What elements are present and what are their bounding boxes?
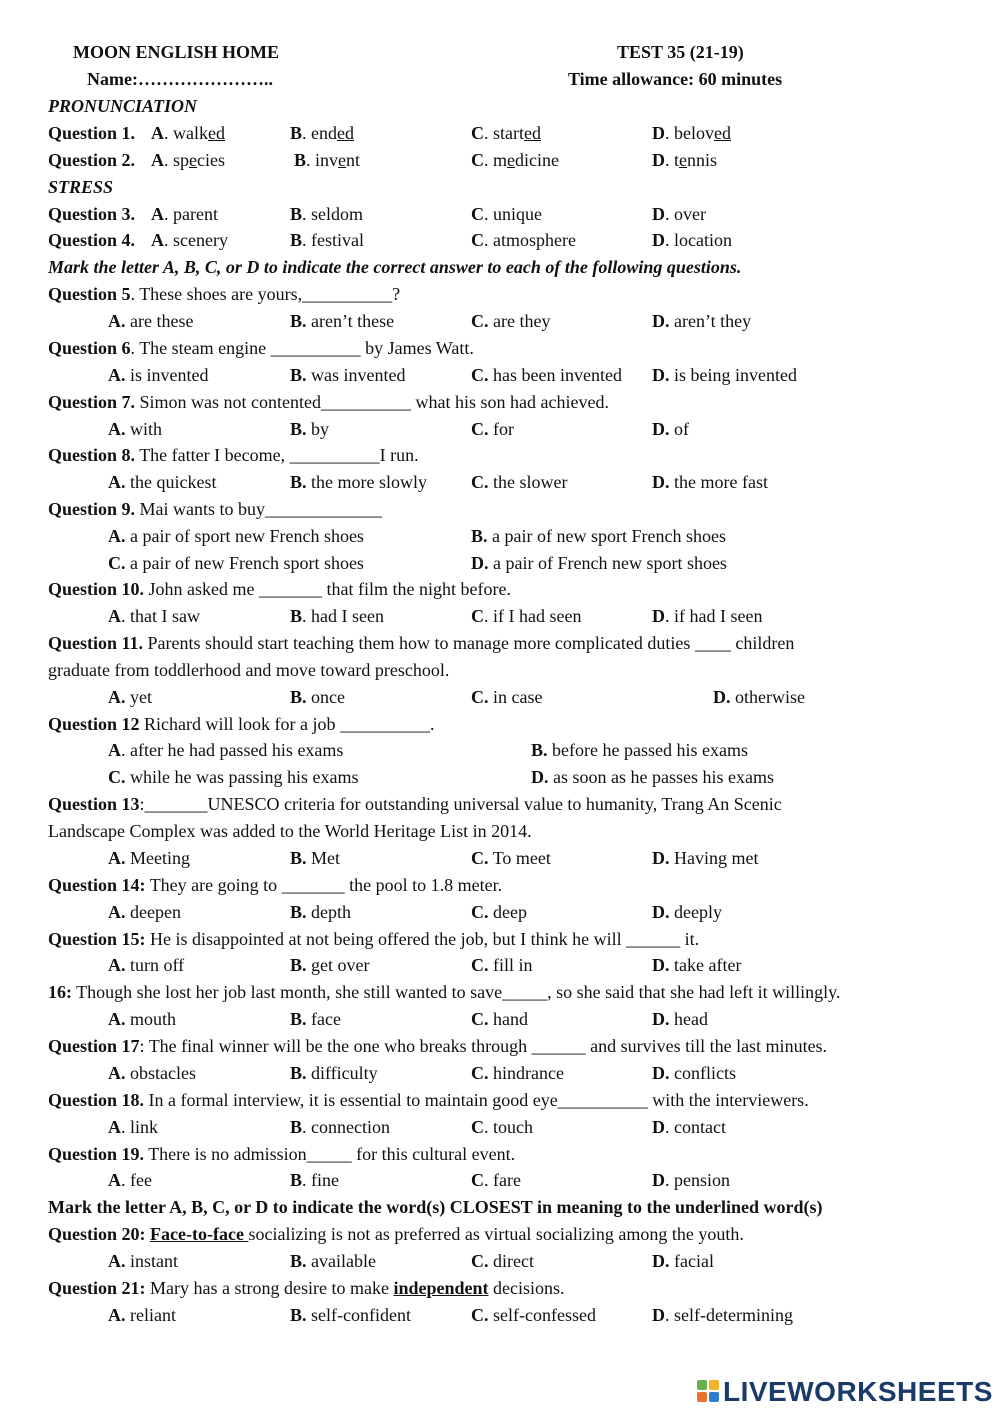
option-b[interactable]: B. available: [290, 1251, 376, 1271]
option-a[interactable]: A. Meeting: [108, 848, 190, 868]
options-10: [0, 603, 1000, 629]
option-a[interactable]: A. deepen: [108, 902, 181, 922]
section-heading: [0, 93, 1000, 119]
option-d[interactable]: D. over: [652, 204, 706, 224]
question-19: [0, 1141, 1000, 1167]
option-b[interactable]: B. before he passed his exams: [531, 740, 748, 760]
option-d[interactable]: D. deeply: [652, 902, 722, 922]
question-18: [0, 1087, 1000, 1113]
question-17: [0, 1033, 1000, 1059]
header-row-1: [0, 39, 1000, 65]
options-9-row1: [0, 523, 1000, 549]
question-number: Question 6: [48, 338, 131, 358]
instruction: [0, 1194, 1000, 1220]
options-16: [0, 1006, 1000, 1032]
option-c[interactable]: C. deep: [471, 902, 527, 922]
option-b[interactable]: B. by: [290, 419, 330, 439]
option-b[interactable]: B. was invented: [290, 365, 406, 385]
question-text: decisions.: [488, 1278, 565, 1298]
option-d[interactable]: D. take after: [652, 955, 742, 975]
option-a[interactable]: A. are these: [108, 311, 194, 331]
question-4: [0, 227, 1000, 253]
option-b[interactable]: B. connection: [290, 1117, 390, 1137]
question-number: Question 8.: [48, 445, 136, 465]
time-allowance: Time allowance: 60 minutes: [568, 69, 783, 89]
option-d[interactable]: D. as soon as he passes his exams: [531, 767, 774, 787]
question-2: [0, 147, 1000, 173]
options-17: [0, 1060, 1000, 1086]
option-c[interactable]: C. for: [471, 419, 514, 439]
option-d[interactable]: D. facial: [652, 1251, 714, 1271]
question-text: : The final winner will be the one who breaks through ______ and survives till the last minutes.: [139, 1036, 828, 1056]
question-number: Question 5: [48, 284, 131, 304]
question-number: Question 13: [48, 794, 140, 814]
question-number: Question 19.: [48, 1144, 145, 1164]
question-12: [0, 711, 1000, 737]
option-c[interactable]: C. self-confessed: [471, 1305, 596, 1325]
options-5: [0, 308, 1000, 334]
option-a[interactable]: A. instant: [108, 1251, 178, 1271]
option-d[interactable]: D. aren’t they: [652, 311, 752, 331]
option-a[interactable]: A. walked: [151, 123, 225, 143]
option-b[interactable]: B. difficulty: [290, 1063, 378, 1083]
options-8: [0, 469, 1000, 495]
option-a[interactable]: A. obstacles: [108, 1063, 196, 1083]
option-c[interactable]: C. fill in: [471, 955, 533, 975]
option-c[interactable]: C. direct: [471, 1251, 534, 1271]
option-a[interactable]: A. reliant: [108, 1305, 176, 1325]
options-20: [0, 1248, 1000, 1274]
option-c[interactable]: C. in case: [471, 687, 543, 707]
option-b[interactable]: B. had I seen: [290, 606, 384, 626]
question-number: Question 20:: [48, 1224, 146, 1244]
test-title: TEST 35 (21-19): [617, 42, 744, 62]
question-number: Question 11.: [48, 633, 144, 653]
question-text: The fatter I become, __________I run.: [135, 445, 419, 465]
option-a[interactable]: A. is invented: [108, 365, 209, 385]
option-d[interactable]: D. contact: [652, 1117, 726, 1137]
option-b[interactable]: B. fine: [290, 1170, 339, 1190]
question-text: They are going to _______ the pool to 1.8 meter.: [145, 875, 503, 895]
question-9: [0, 496, 1000, 522]
option-d[interactable]: D. pension: [652, 1170, 730, 1190]
option-b[interactable]: B. depth: [290, 902, 352, 922]
options-9-row2: [0, 550, 1000, 576]
underlined-word: Face-to-face: [150, 1224, 249, 1244]
option-c[interactable]: C. fare: [471, 1170, 521, 1190]
option-a[interactable]: A. link: [108, 1117, 159, 1137]
question-6: [0, 335, 1000, 361]
watermark-text: LIVEWORKSHEETS: [723, 1376, 993, 1407]
option-b[interactable]: B. seldom: [290, 204, 364, 224]
option-a[interactable]: A. the quickest: [108, 472, 217, 492]
option-c[interactable]: C. medicine: [471, 150, 559, 170]
option-b[interactable]: B. once: [290, 687, 345, 707]
question-number: Question 18.: [48, 1090, 145, 1110]
option-b[interactable]: B. Met: [290, 848, 341, 868]
option-d[interactable]: D. beloved: [652, 123, 731, 143]
option-c[interactable]: C. touch: [471, 1117, 533, 1137]
option-a[interactable]: A. species: [151, 150, 225, 170]
options-11: [0, 684, 1000, 710]
option-c[interactable]: C. hindrance: [471, 1063, 564, 1083]
question-5: [0, 281, 1000, 307]
options-21: [0, 1302, 1000, 1328]
question-number: Question 9.: [48, 499, 136, 519]
option-c[interactable]: C. has been invented: [471, 365, 622, 385]
option-a[interactable]: A. scenery: [151, 230, 228, 250]
option-a[interactable]: A. parent: [151, 204, 218, 224]
option-c[interactable]: C. hand: [471, 1009, 528, 1029]
options-13: [0, 845, 1000, 871]
question-text: Richard will look for a job __________.: [139, 714, 435, 734]
question-text: Landscape Complex was added to the World Heritage List in 2014.: [48, 821, 532, 841]
options-18: [0, 1114, 1000, 1140]
question-1: [0, 120, 1000, 146]
option-b[interactable]: B. the more slowly: [290, 472, 427, 492]
section-heading: [0, 174, 1000, 200]
question-11: [0, 630, 1000, 656]
question-text: Parents should start teaching them how to manage more complicated duties ____ children: [143, 633, 795, 653]
question-15: [0, 926, 1000, 952]
question-number: Question 10.: [48, 579, 145, 599]
question-7: [0, 389, 1000, 415]
option-a[interactable]: A. with: [108, 419, 163, 439]
question-text: . These shoes are yours,__________?: [130, 284, 401, 304]
option-a[interactable]: A. a pair of sport new French shoes: [108, 526, 364, 546]
question-3: [0, 201, 1000, 227]
question-text: In a formal interview, it is essential to maintain good eye__________ with the interviewers.: [144, 1090, 809, 1110]
instruction-text: Mark the letter A, B, C, or D to indicate the word(s) CLOSEST in meaning to the underlined word(s): [48, 1197, 823, 1217]
option-c[interactable]: C. To meet: [471, 848, 551, 868]
option-d[interactable]: D. if had I seen: [652, 606, 763, 626]
question-number: Question 17: [48, 1036, 140, 1056]
option-b[interactable]: B. get over: [290, 955, 370, 975]
options-6: [0, 362, 1000, 388]
option-d[interactable]: D. is being invented: [652, 365, 797, 385]
pronunciation-heading: PRONUNCIATION: [48, 96, 198, 116]
option-b[interactable]: B. festival: [290, 230, 364, 250]
question-14: [0, 872, 1000, 898]
option-d[interactable]: D. a pair of French new sport shoes: [471, 553, 727, 573]
question-21: [0, 1275, 1000, 1301]
option-c[interactable]: C. unique: [471, 204, 542, 224]
question-text: Though she lost her job last month, she still wanted to save_____, so she said that she had left it willingly.: [72, 982, 841, 1002]
question-number: Question 14:: [48, 875, 146, 895]
question-text: Mai wants to buy_____________: [135, 499, 383, 519]
option-d[interactable]: D. tennis: [652, 150, 718, 170]
option-c[interactable]: C. are they: [471, 311, 551, 331]
option-b[interactable]: B. self-confident: [290, 1305, 411, 1325]
option-a[interactable]: A. after he had passed his exams: [108, 740, 344, 760]
option-d[interactable]: D. conflicts: [652, 1063, 736, 1083]
question-text: There is no admission_____ for this cultural event.: [144, 1144, 516, 1164]
question-number: Question 1.: [48, 123, 136, 143]
question-text: socializing is not as preferred as virtual socializing among the youth.: [248, 1224, 744, 1244]
options-15: [0, 952, 1000, 978]
instruction-text: Mark the letter A, B, C, or D to indicate the correct answer to each of the following questions.: [48, 257, 742, 277]
option-c[interactable]: C. while he was passing his exams: [108, 767, 359, 787]
option-d[interactable]: D. self-determining: [652, 1305, 793, 1325]
options-12-row2: [0, 764, 1000, 790]
option-c[interactable]: C. the slower: [471, 472, 568, 492]
option-a[interactable]: A. turn off: [108, 955, 185, 975]
header-row-2: [0, 66, 1000, 92]
question-text: :_______UNESCO criteria for outstanding universal value to humanity, Trang An Scenic: [139, 794, 782, 814]
option-c[interactable]: C. a pair of new French sport shoes: [108, 553, 364, 573]
question-16: [0, 979, 1000, 1005]
name-label: Name:…………………..: [87, 69, 273, 89]
option-a[interactable]: A. yet: [108, 687, 152, 707]
question-13-cont: [0, 818, 1000, 844]
option-a[interactable]: A. fee: [108, 1170, 152, 1190]
question-text: . The steam engine __________ by James Watt.: [130, 338, 474, 358]
question-11-cont: [0, 657, 1000, 683]
option-c[interactable]: C. atmosphere: [471, 230, 576, 250]
question-text: Simon was not contented__________ what his son had achieved.: [135, 392, 609, 412]
question-10: [0, 576, 1000, 602]
option-a[interactable]: A. mouth: [108, 1009, 177, 1029]
school-name: MOON ENGLISH HOME: [73, 42, 280, 62]
question-number: Question 21:: [48, 1278, 146, 1298]
option-d[interactable]: D. otherwise: [713, 687, 805, 707]
option-a[interactable]: A. that I saw: [108, 606, 200, 626]
option-c[interactable]: C. if I had seen: [471, 606, 582, 626]
options-12-row1: [0, 737, 1000, 763]
option-d[interactable]: D. head: [652, 1009, 708, 1029]
option-b[interactable]: B. invent: [294, 150, 361, 170]
question-number: Question 2.: [48, 150, 136, 170]
option-b[interactable]: B. aren’t these: [290, 311, 395, 331]
question-number: Question 15:: [48, 929, 146, 949]
question-text: graduate from toddlerhood and move toward preschool.: [48, 660, 450, 680]
option-d[interactable]: D. Having met: [652, 848, 759, 868]
stress-heading: STRESS: [48, 177, 114, 197]
option-d[interactable]: D. of: [652, 419, 689, 439]
underlined-word: independent: [393, 1278, 489, 1298]
option-b[interactable]: B. ended: [290, 123, 355, 143]
option-b[interactable]: B. a pair of new sport French shoes: [471, 526, 726, 546]
option-c[interactable]: C. started: [471, 123, 541, 143]
options-19: [0, 1167, 1000, 1193]
question-number: Question 7.: [48, 392, 136, 412]
option-d[interactable]: D. location: [652, 230, 732, 250]
question-text: He is disappointed at not being offered the job, but I think he will ______ it.: [145, 929, 700, 949]
question-text: Mary has a strong desire to make: [145, 1278, 394, 1298]
question-20: [0, 1221, 1000, 1247]
question-number: Question 4.: [48, 230, 136, 250]
options-7: [0, 416, 1000, 442]
liveworksheets-logo: [697, 1375, 997, 1409]
question-text: John asked me _______ that film the night before.: [144, 579, 511, 599]
liveworksheets-logo-icon: [697, 1380, 721, 1404]
question-number: 16:: [48, 982, 72, 1002]
question-number: Question 3.: [48, 204, 136, 224]
option-d[interactable]: D. the more fast: [652, 472, 768, 492]
option-b[interactable]: B. face: [290, 1009, 341, 1029]
instruction: [0, 254, 1000, 280]
question-13: [0, 791, 1000, 817]
question-number: Question 12: [48, 714, 140, 734]
options-14: [0, 899, 1000, 925]
question-8: [0, 442, 1000, 468]
